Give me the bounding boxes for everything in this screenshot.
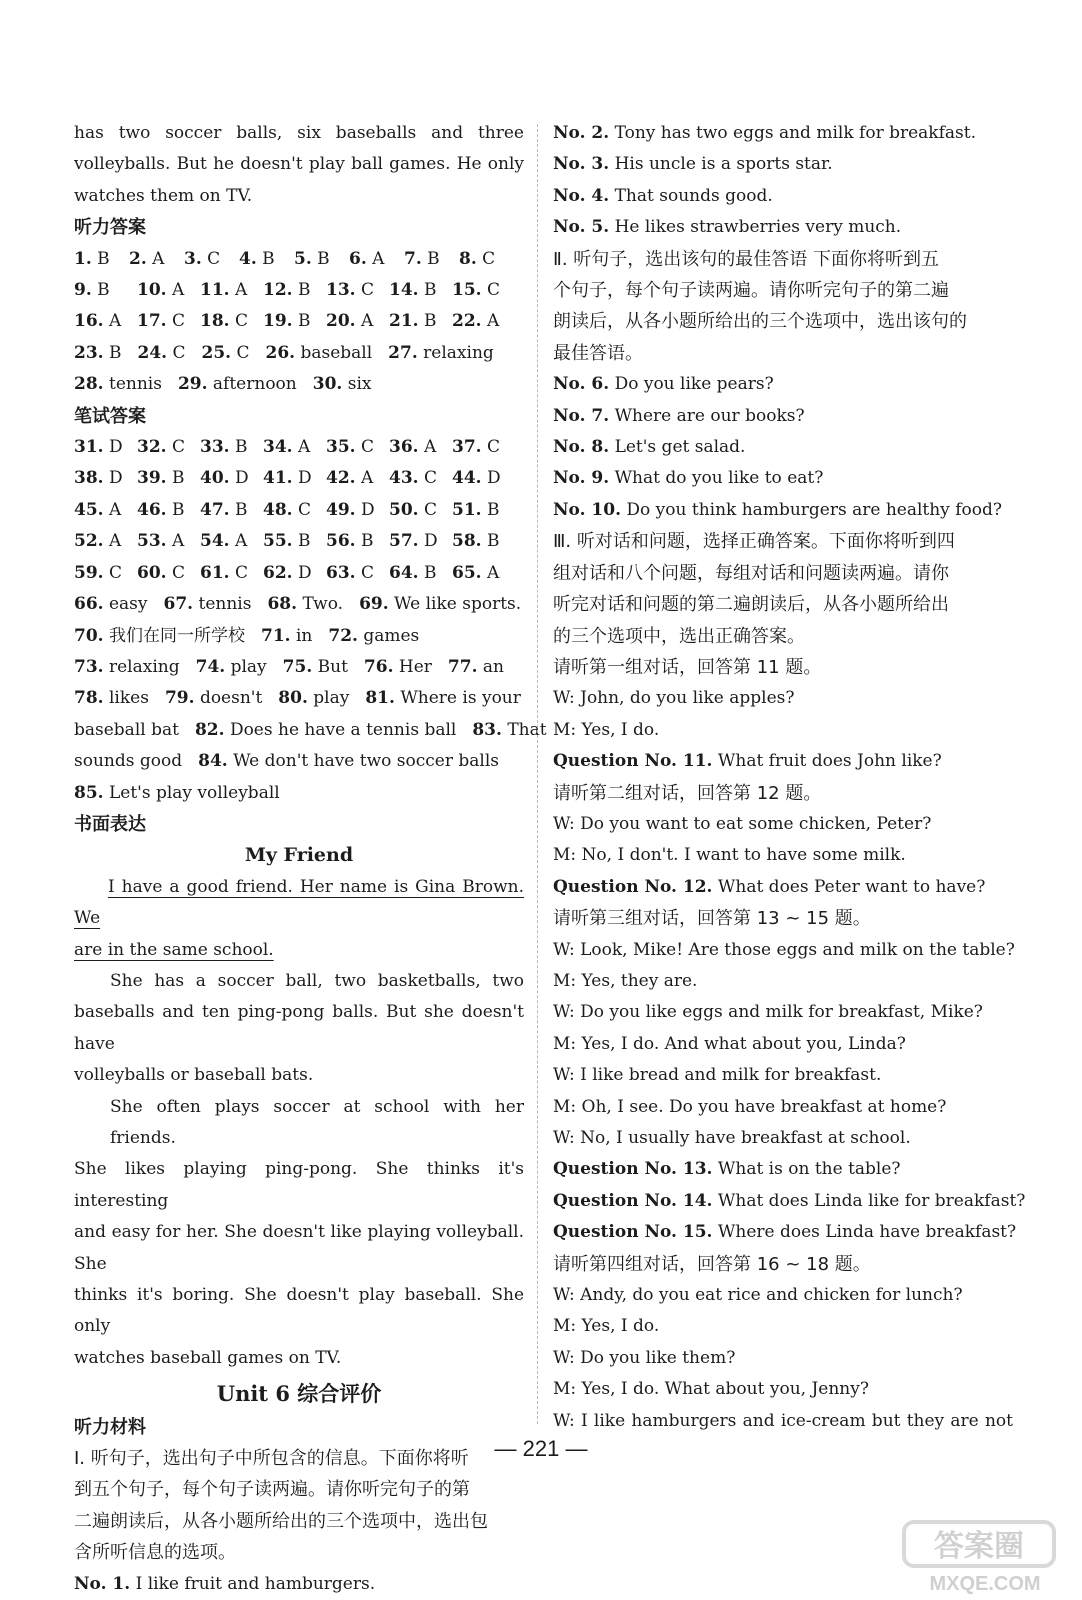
- essay-paragraph-2: [74, 966, 524, 1092]
- part2-items: [553, 369, 1013, 526]
- dialogue-line: M: Yes, they are.: [553, 970, 698, 991]
- question-line: Question No. 14. What does Linda like for breakfast?: [553, 1190, 1026, 1211]
- dialogue-line: M: Yes, I do. What about you, Jenny?: [553, 1379, 869, 1400]
- answer-cell: 39. B: [137, 468, 185, 489]
- text-line: thinks it's boring. She doesn't play baseball. She only: [74, 1285, 524, 1337]
- answer-cell: 78. likes: [74, 688, 149, 709]
- listening-answers: [74, 244, 524, 401]
- answer-cell: 46. B: [137, 499, 185, 520]
- answer-cell: 68. Two.: [267, 594, 344, 615]
- answer-cell: 44. D: [452, 468, 501, 489]
- dialogue-line: W: Do you like eggs and milk for breakfast, Mike?: [553, 1002, 983, 1023]
- answer-cell: 26. baseball: [265, 342, 373, 363]
- unit-title: Unit 6 综合评价: [216, 1381, 382, 1407]
- watermark-graphic: [900, 1518, 1070, 1596]
- answer-cell: 73. relaxing: [74, 656, 180, 677]
- part3-instructions: [553, 526, 1013, 652]
- answer-cell: 62. D: [263, 562, 312, 583]
- page-number: — 221 —: [494, 1436, 588, 1461]
- item-line: No. 1. I like fruit and hamburgers.: [74, 1573, 376, 1594]
- answer-cell: 85. Let's play volleyball: [74, 782, 280, 803]
- answer-cell: 4. B: [239, 248, 275, 269]
- answer-cell: 1. B: [74, 248, 110, 269]
- writing-heading: 书面表达: [74, 813, 146, 835]
- answer-cell: sounds good: [74, 751, 183, 772]
- answer-cell: 36. A: [389, 437, 437, 458]
- answer-cell: 28. tennis: [74, 374, 162, 395]
- dialogue-line: W: Look, Mike! Are those eggs and milk on the table?: [553, 939, 1015, 960]
- answer-row: [74, 621, 524, 652]
- answer-cell: 63. C: [326, 562, 374, 583]
- answer-cell: 47. B: [200, 499, 248, 520]
- answer-cell: 60. C: [137, 562, 185, 583]
- item-line: No. 2. Tony has two eggs and milk for breakfast.: [553, 123, 976, 143]
- answer-row: [74, 432, 524, 463]
- answer-cell: 81. Where is your: [365, 688, 521, 709]
- answer-cell: 82. Does he have a tennis ball: [194, 719, 457, 740]
- text-line: volleyballs. But he doesn't play ball games. He only: [74, 154, 524, 175]
- written-answers-heading: 笔试答案: [74, 405, 146, 427]
- answer-cell: 34. A: [263, 437, 311, 458]
- dialogue-line: M: Oh, I see. Do you have breakfast at home?: [553, 1096, 947, 1117]
- dialogue-line: M: Yes, I do.: [553, 719, 660, 740]
- group3-heading: 请听第三组对话，回答第 13 ~ 15 题。: [553, 908, 871, 930]
- text-line: 二遍朗读后，从各小题所给出的三个选项中，选出包: [74, 1510, 488, 1532]
- item-line: No. 4. That sounds good.: [553, 185, 773, 206]
- answer-cell: baseball bat: [74, 719, 179, 740]
- text-line: baseballs and ten ping-pong balls. But she doesn't have: [74, 1002, 524, 1054]
- answer-cell: 66. easy: [74, 594, 148, 615]
- answer-cell: 32. C: [137, 437, 185, 458]
- column-divider: [537, 124, 538, 1424]
- item-line: No. 5. He likes strawberries very much.: [553, 217, 902, 238]
- right-column: [553, 118, 1026, 1437]
- text-line: I have a good friend. Her name is Gina Brown. We: [74, 876, 524, 929]
- answer-cell: 15. C: [452, 280, 500, 301]
- answer-row: [74, 778, 524, 809]
- answer-cell: 7. B: [404, 248, 440, 269]
- answer-cell: 80. play: [278, 688, 350, 709]
- dialogue-line: M: Yes, I do.: [553, 1316, 660, 1337]
- answer-cell: 6. A: [349, 248, 385, 269]
- dialogue-line: W: I like bread and milk for breakfast.: [553, 1065, 882, 1086]
- dialogue-line: W: Andy, do you eat rice and chicken for lunch?: [553, 1285, 963, 1306]
- text-line: 听完对话和问题的第二遍朗读后，从各小题所给出: [553, 594, 949, 616]
- answer-cell: 3. C: [184, 248, 221, 269]
- watermark-logo: [900, 1518, 1070, 1596]
- text-line: watches them on TV.: [74, 185, 253, 206]
- item-line: No. 3. His uncle is a sports star.: [553, 154, 833, 175]
- answer-cell: 41. D: [263, 468, 312, 489]
- dialogue-line: W: Do you like them?: [553, 1347, 736, 1368]
- text-line: volleyballs or baseball bats.: [74, 1065, 314, 1086]
- answer-cell: 27. relaxing: [388, 342, 494, 363]
- answer-cell: 77. an: [447, 656, 504, 677]
- text-line: 到五个句子，每个句子读两遍。请你听完句子的第: [74, 1479, 470, 1501]
- answer-row: [74, 306, 524, 337]
- answer-row: [74, 683, 524, 714]
- question-line: Question No. 13. What is on the table?: [553, 1159, 901, 1180]
- answer-cell: 53. A: [137, 531, 185, 552]
- item-line: No. 9. What do you like to eat?: [553, 468, 824, 489]
- answer-cell: 19. B: [263, 311, 311, 332]
- answer-cell: 37. C: [452, 437, 500, 458]
- answer-cell: 21. B: [389, 311, 437, 332]
- answer-row: [74, 495, 524, 526]
- dialogue-line: M: No, I don't. I want to have some milk.: [553, 845, 906, 866]
- answer-cell: 16. A: [74, 311, 122, 332]
- answer-row: [74, 463, 524, 494]
- answer-cell: 23. B: [74, 342, 122, 363]
- item-line: No. 10. Do you think hamburgers are healthy food?: [553, 499, 1002, 520]
- answer-cell: 5. B: [294, 248, 330, 269]
- text-line: Ⅰ. 听句子，选出句子中所包含的信息。下面你将听: [74, 1448, 469, 1470]
- answer-cell: 25. C: [201, 342, 250, 363]
- dialogue-line: W: Do you want to eat some chicken, Peter?: [553, 813, 932, 834]
- answer-row: [74, 338, 524, 369]
- answer-cell: 52. A: [74, 531, 122, 552]
- answer-cell: 43. C: [389, 468, 437, 489]
- listening-answers-heading: 听力答案: [74, 217, 146, 239]
- answer-cell: 55. B: [263, 531, 311, 552]
- written-answers-sentences: [74, 683, 547, 809]
- dialogue-line: W: I like hamburgers and ice-cream but they are not: [553, 1410, 1013, 1431]
- part2-instructions: [553, 244, 1013, 370]
- dialogue-line: W: No, I usually have breakfast at school.: [553, 1128, 911, 1148]
- dialogue-line: M: Yes, I do. And what about you, Linda?: [553, 1033, 906, 1054]
- group2-heading: 请听第二组对话，回答第 12 题。: [553, 782, 822, 804]
- answer-cell: 30. six: [312, 374, 372, 395]
- essay-title: My Friend: [244, 844, 354, 867]
- text-line: Ⅲ. 听对话和问题，选择正确答案。下面你将听到四: [553, 531, 955, 553]
- answer-cell: 17. C: [137, 311, 185, 332]
- item-line: No. 6. Do you like pears?: [553, 374, 774, 395]
- group4-heading: 请听第四组对话，回答第 16 ~ 18 题。: [553, 1253, 871, 1275]
- text-line: 的三个选项中，选出正确答案。: [553, 625, 805, 647]
- text-line: are in the same school.: [74, 939, 274, 960]
- answer-cell: 74. play: [195, 656, 267, 677]
- text-line: watches baseball games on TV.: [74, 1347, 342, 1368]
- dialogue-line: W: John, do you like apples?: [553, 688, 795, 709]
- answer-row: [74, 746, 524, 777]
- text-line: 含所听信息的选项。: [74, 1542, 236, 1564]
- question-line: Question No. 11. What fruit does John like?: [553, 751, 942, 772]
- essay-paragraph-3: [74, 1092, 524, 1375]
- answer-cell: 18. C: [200, 311, 248, 332]
- written-answers: [74, 432, 524, 683]
- answer-cell: 69. We like sports.: [359, 594, 522, 615]
- answer-cell: 13. C: [326, 280, 374, 301]
- answer-cell: 9. B: [74, 280, 110, 301]
- answer-cell: 50. C: [389, 499, 437, 520]
- answer-cell: 83. That: [472, 719, 547, 740]
- answer-cell: 33. B: [200, 437, 248, 458]
- text-line: She likes playing ping-pong. She thinks it's interesting: [74, 1159, 524, 1211]
- answer-row: [74, 369, 524, 400]
- answer-row: [74, 715, 547, 746]
- part1-items: [553, 118, 1013, 244]
- answer-cell: 72. games: [328, 625, 420, 646]
- text-line: She has a soccer ball, two basketballs, two: [110, 970, 524, 991]
- text-line: has two soccer balls, six baseballs and three: [74, 123, 524, 143]
- answer-cell: 59. C: [74, 562, 122, 583]
- question-line: Question No. 12. What does Peter want to have?: [553, 876, 986, 897]
- answer-row: [74, 589, 524, 620]
- question-line: Question No. 15. Where does Linda have breakfast?: [553, 1222, 1017, 1243]
- answer-cell: 70. 我们在同一所学校: [74, 625, 245, 646]
- answer-cell: 67. tennis: [163, 594, 252, 615]
- answer-cell: 22. A: [452, 311, 500, 332]
- answer-cell: 10. A: [137, 280, 185, 301]
- answer-cell: 20. A: [326, 311, 374, 332]
- text-line: 最佳答语。: [553, 342, 643, 364]
- answer-cell: 2. A: [129, 248, 165, 269]
- answer-row: [74, 526, 524, 557]
- answer-cell: 84. We don't have two soccer balls: [198, 751, 500, 772]
- answer-cell: 24. C: [137, 342, 186, 363]
- answer-cell: 61. C: [200, 562, 248, 583]
- listening-material-heading: 听力材料: [74, 1416, 146, 1438]
- answer-cell: 11. A: [200, 280, 248, 301]
- intro-paragraph: [74, 118, 524, 212]
- answer-cell: 54. A: [200, 531, 248, 552]
- text-line: 朗读后，从各小题所给出的三个选项中，选出该句的: [553, 311, 967, 333]
- answer-cell: 48. C: [263, 499, 311, 520]
- answer-cell: 51. B: [452, 499, 500, 520]
- text-line: She often plays soccer at school with her friends.: [110, 1096, 524, 1148]
- answer-cell: 58. B: [452, 531, 500, 552]
- essay-paragraph-1: [74, 872, 524, 966]
- answer-cell: 64. B: [389, 562, 437, 583]
- answer-cell: 42. A: [326, 468, 374, 489]
- text-line: 组对话和八个问题，每组对话和问题读两遍。请你: [553, 562, 949, 584]
- answer-cell: 71. in: [260, 625, 313, 646]
- text-line: Ⅱ. 听句子，选出该句的最佳答语 下面你将听到五: [553, 248, 940, 270]
- answer-cell: 8. C: [459, 248, 496, 269]
- answer-cell: 12. B: [263, 280, 311, 301]
- group1-heading: 请听第一组对话，回答第 11 题。: [553, 656, 822, 678]
- text-line: and easy for her. She doesn't like playing volleyball. She: [74, 1222, 524, 1274]
- item-line: No. 8. Let's get salad.: [553, 437, 746, 458]
- answer-cell: 38. D: [74, 468, 123, 489]
- answer-row: [74, 275, 524, 306]
- answer-cell: 79. doesn't: [164, 688, 263, 709]
- answer-cell: 57. D: [389, 531, 438, 552]
- watermark-text: 答案圈: [934, 1529, 1024, 1564]
- watermark-url: MXQE.COM: [929, 1573, 1041, 1595]
- answer-cell: 65. A: [452, 562, 500, 583]
- answer-cell: 14. B: [389, 280, 437, 301]
- answer-cell: 40. D: [200, 468, 249, 489]
- answer-row: [74, 244, 524, 275]
- answer-cell: 31. D: [74, 437, 123, 458]
- answer-cell: 56. B: [326, 531, 374, 552]
- answer-row: [74, 558, 524, 589]
- text-line: 个句子，每个句子读两遍。请你听完句子的第二遍: [553, 280, 949, 302]
- answer-cell: 49. D: [326, 499, 375, 520]
- answer-cell: 75. But: [282, 656, 348, 677]
- answer-cell: 45. A: [74, 499, 122, 520]
- answer-cell: 35. C: [326, 437, 374, 458]
- answer-cell: 76. Her: [363, 656, 432, 677]
- item-line: No. 7. Where are our books?: [553, 405, 805, 426]
- answer-row: [74, 652, 524, 683]
- answer-cell: 29. afternoon: [177, 374, 297, 395]
